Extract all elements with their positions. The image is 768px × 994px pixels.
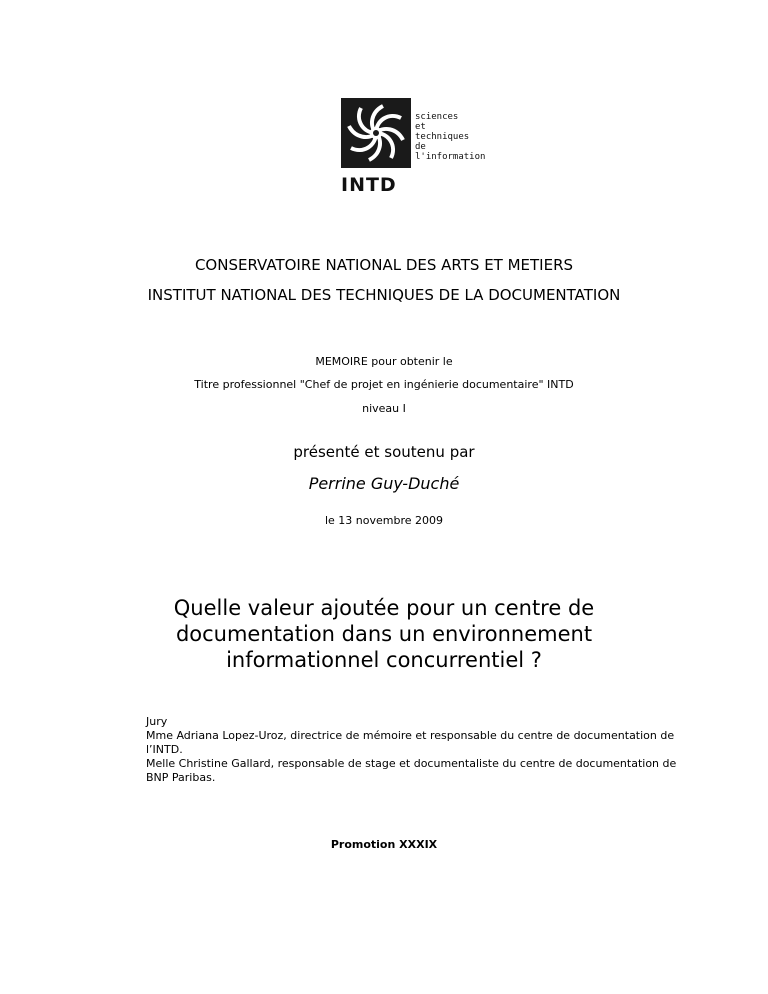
degree-level: niveau I bbox=[362, 402, 406, 415]
logo-line: et bbox=[415, 122, 426, 132]
logo-line: de bbox=[415, 142, 426, 152]
jury-member: Melle Christine Gallard, responsable de stage et documentaliste du centre de documentation de BNP Paribas. bbox=[146, 757, 677, 784]
logo-tagline bbox=[415, 112, 485, 162]
logo-line: techniques bbox=[415, 132, 470, 142]
logo-line: sciences bbox=[415, 112, 459, 122]
degree-title: Titre professionnel "Chef de projet en ingénierie documentaire" INTD bbox=[194, 378, 574, 391]
thesis-title: Quelle valeur ajoutée pour un centre de documentation dans un environnement informationnel concurrentiel ? bbox=[173, 596, 595, 672]
logo-brand: INTD bbox=[341, 174, 397, 196]
jury-member: Mme Adriana Lopez-Uroz, directrice de mémoire et responsable du centre de documentation de l’INTD. bbox=[146, 729, 675, 756]
institute-name: INSTITUT NATIONAL DES TECHNIQUES DE LA DOCUMENTATION bbox=[147, 286, 621, 304]
jury-heading: Jury bbox=[146, 715, 168, 728]
presented-by-label: présenté et soutenu par bbox=[293, 443, 475, 461]
author-name: Perrine Guy-Duché bbox=[308, 474, 460, 493]
spiral-logo-icon bbox=[341, 98, 411, 168]
memoire-line: MEMOIRE pour obtenir le bbox=[315, 355, 453, 368]
institution-name: CONSERVATOIRE NATIONAL DES ARTS ET METIERS bbox=[194, 256, 574, 274]
intd-logo bbox=[341, 98, 491, 198]
logo-line: l'information bbox=[415, 152, 486, 162]
defense-date: le 13 novembre 2009 bbox=[324, 514, 444, 527]
jury-section bbox=[146, 715, 686, 785]
promotion-label: Promotion XXXIX bbox=[330, 838, 438, 851]
